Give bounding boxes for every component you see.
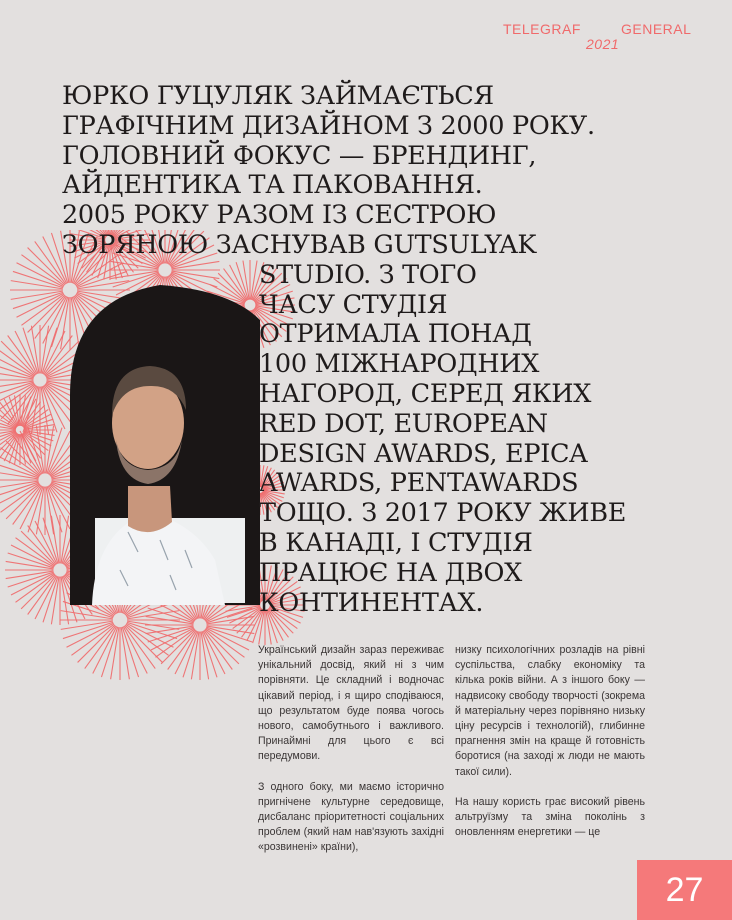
body-column-2 [455,643,645,855]
masthead [0,0,732,60]
page-number: 27 [637,860,732,920]
headline-line: В КАНАДІ, І СТУДІЯ [259,527,533,558]
headline-line: АЙДЕНТИКА ТА ПАКОВАННЯ. [62,170,483,201]
body-paragraph: З одного боку, ми маємо історично пригнічене культурне середовище, дисбаланс пріоритетності соціальних проблем (який нам нав'язують західні «розвинені» країни), [258,780,444,854]
masthead-left: TELEGRAF [503,21,581,37]
headline-line: ПРАЦЮЄ НА ДВОХ [259,557,522,588]
headline-line: STUDIO. З ТОГО [259,259,477,290]
headline-line: НАГОРОД, СЕРЕД ЯКИХ [259,378,592,409]
headline-line: ГОЛОВНИЙ ФОКУС — БРЕНДИНГ, [62,140,537,171]
headline-line: ГРАФІЧНИМ ДИЗАЙНОМ З 2000 РОКУ. [62,110,595,141]
body-paragraph: Український дизайн зараз переживає унікальний досвід, який ні з чим порівняти. Це складний і водночас цікавий період, і я щиро сподіваюся, що результатом буде поява чогось нового, самобутнього і важливого. Принаймні для цього є всі передумови. [258,644,444,763]
headline-line: 2005 РОКУ РАЗОМ ІЗ СЕСТРОЮ [62,200,497,231]
body-paragraph: низку психологічних розладів на рівні суспільства, слабку економіку та кілька років війни. А з іншого боку — надвисоку свободу творчості (зокрема й матеріальну через порівняно низьку ціну ресурсів і технологій), глибинне прагнення змін на краще й готовність боротися (на заході ж люди не мають такої сили). [455,644,645,778]
headline-line: RED DOT, EUROPEAN [259,408,548,439]
headline-line: ТОЩО. З 2017 РОКУ ЖИВЕ [259,498,627,529]
headline-line: 100 МІЖНАРОДНИХ [259,349,540,380]
headline-line: ЮРКО ГУЦУЛЯК ЗАЙМАЄТЬСЯ [62,81,494,111]
masthead-year: 2021 [586,36,620,52]
headline [62,82,626,618]
headline-line: ЧАСУ СТУДІЯ [259,289,448,320]
body-column-1 [258,643,444,871]
body-paragraph: На нашу користь грає високий рівень альтруїзму та зміна поколінь з оновленням енергетики — це [455,795,645,839]
headline-line: ЗОРЯНОЮ ЗАСНУВАВ GUTSULYAK [62,229,537,260]
headline-line: ОТРИМАЛА ПОНАД [259,319,532,350]
masthead-right: GENERAL [621,21,692,37]
headline-line: КОНТИНЕНТАХ. [259,587,484,618]
headline-line: DESIGN AWARDS, EPICA [259,438,588,469]
headline-line: AWARDS, PENTAWARDS [259,468,579,499]
